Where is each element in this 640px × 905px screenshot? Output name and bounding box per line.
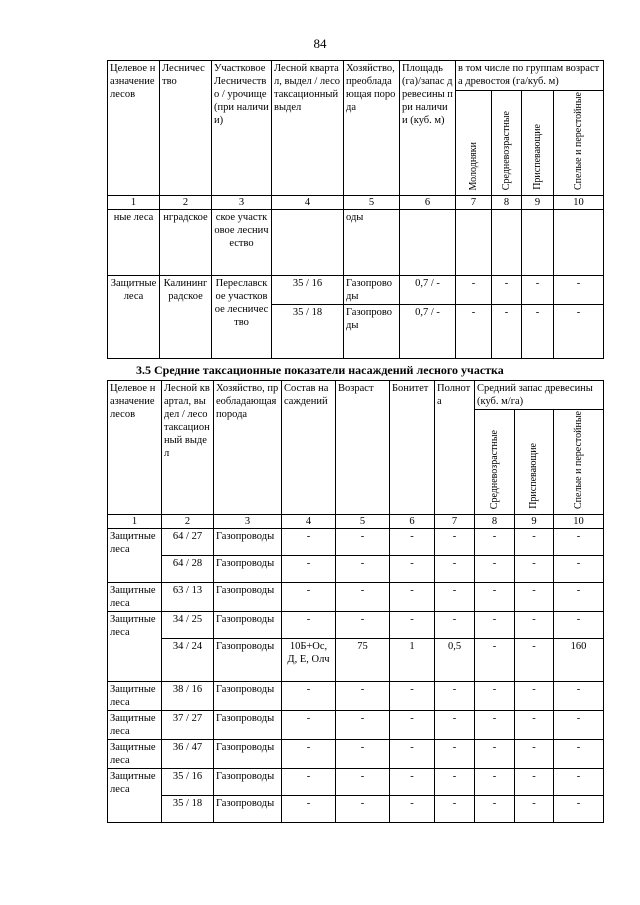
- cell-bonitet: -: [390, 555, 435, 582]
- section-heading: 3.5 Средние таксационные показатели насаждений лесного участка: [136, 363, 504, 377]
- cell-density: -: [435, 582, 475, 611]
- forest-age-groups-table: [107, 60, 604, 359]
- cell-density: -: [435, 768, 475, 795]
- cell-composition: -: [282, 710, 336, 739]
- header-purpose: Целевое назначение лесов: [108, 61, 160, 196]
- cell-bonitet: -: [390, 795, 435, 822]
- cell-purpose: Защитные леса: [108, 528, 162, 582]
- header-stock: Средний запас древесины (куб. м/га): [475, 381, 604, 410]
- column-number: 2: [162, 514, 214, 528]
- cell-age: -: [336, 528, 390, 555]
- cell-composition: -: [282, 582, 336, 611]
- header-district-forestry: Участковое Лесничество / урочище (при наличии): [212, 61, 272, 196]
- cell-mature: -: [554, 528, 604, 555]
- table-row: [108, 739, 604, 768]
- column-number: 5: [344, 195, 400, 209]
- header-bonitet: Бонитет: [390, 381, 435, 515]
- cell-mature: -: [554, 275, 604, 304]
- header-density: Полнота: [435, 381, 475, 515]
- cell-purpose: Защитные леса: [108, 768, 162, 822]
- cell-premature: -: [515, 795, 554, 822]
- table-row: [108, 528, 604, 555]
- cell-premature: -: [515, 611, 554, 638]
- cell-premature: -: [515, 739, 554, 768]
- header-middle-aged: Средневозрастные: [492, 91, 522, 196]
- cell-purpose: ные леса: [108, 209, 160, 275]
- cell-middle-aged: -: [475, 528, 515, 555]
- cell-premature: -: [515, 710, 554, 739]
- column-number: 10: [554, 514, 604, 528]
- cell-density: -: [435, 611, 475, 638]
- cell-middle-aged: -: [475, 681, 515, 710]
- cell-middle-aged: -: [475, 582, 515, 611]
- cell-bonitet: 1: [390, 638, 435, 681]
- cell-age: -: [336, 681, 390, 710]
- cell-quarter: 35 / 16: [272, 275, 344, 304]
- cell-premature: -: [522, 304, 554, 358]
- cell-species: Газопроводы: [214, 611, 282, 638]
- cell-purpose: Защитные леса: [108, 739, 162, 768]
- cell-bonitet: -: [390, 710, 435, 739]
- cell-bonitet: -: [390, 582, 435, 611]
- cell-forestry: Калининградское: [160, 275, 212, 358]
- column-number: 4: [282, 514, 336, 528]
- cell-age: -: [336, 768, 390, 795]
- cell-quarter: 63 / 13: [162, 582, 214, 611]
- column-number: 6: [400, 195, 456, 209]
- cell-age: -: [336, 611, 390, 638]
- cell-forestry: нградское: [160, 209, 212, 275]
- column-number: 9: [522, 195, 554, 209]
- cell-middle-aged: -: [475, 611, 515, 638]
- header-species: Хозяйство, преобладающая порода: [344, 61, 400, 196]
- cell-young: -: [456, 304, 492, 358]
- cell-species: оды: [344, 209, 400, 275]
- cell-age: -: [336, 555, 390, 582]
- table-row: [108, 681, 604, 710]
- cell-premature: -: [515, 582, 554, 611]
- cell-area: 0,7 / -: [400, 275, 456, 304]
- table-row: [108, 710, 604, 739]
- column-number: 3: [214, 514, 282, 528]
- cell-composition: -: [282, 739, 336, 768]
- cell-age: 75: [336, 638, 390, 681]
- cell-composition: -: [282, 768, 336, 795]
- cell-quarter: [272, 209, 344, 275]
- column-number: 3: [212, 195, 272, 209]
- cell-density: -: [435, 710, 475, 739]
- page-number: 84: [313, 36, 327, 51]
- cell-quarter: 35 / 16: [162, 768, 214, 795]
- table-row: [108, 209, 604, 275]
- cell-premature: -: [515, 528, 554, 555]
- header-quarter: Лесной квартал, выдел / лесотаксационный выдел: [162, 381, 214, 515]
- header-forestry: Лесничество: [160, 61, 212, 196]
- stand-indicators-table: [107, 380, 604, 823]
- cell-area: 0,7 / -: [400, 304, 456, 358]
- header-species: Хозяйство, преобладающая порода: [214, 381, 282, 515]
- cell-species: Газопроводы: [214, 528, 282, 555]
- cell-composition: 10Б+Ос, Д, Е, Олч: [282, 638, 336, 681]
- cell-composition: -: [282, 555, 336, 582]
- cell-bonitet: -: [390, 611, 435, 638]
- cell-quarter: 34 / 25: [162, 611, 214, 638]
- header-premature: Приспевающие: [522, 91, 554, 196]
- cell-composition: -: [282, 795, 336, 822]
- cell-purpose: Защитные леса: [108, 582, 162, 611]
- cell-species: Газопроводы: [214, 582, 282, 611]
- cell-bonitet: -: [390, 739, 435, 768]
- column-numbers-row: [108, 195, 604, 209]
- cell-density: -: [435, 681, 475, 710]
- cell-premature: -: [522, 275, 554, 304]
- cell-mature: 160: [554, 638, 604, 681]
- cell-bonitet: -: [390, 528, 435, 555]
- cell-quarter: 35 / 18: [272, 304, 344, 358]
- cell-species: Газопроводы: [214, 768, 282, 795]
- cell-composition: -: [282, 528, 336, 555]
- cell-species: Газопроводы: [214, 681, 282, 710]
- cell-quarter: 35 / 18: [162, 795, 214, 822]
- column-number: 7: [456, 195, 492, 209]
- cell-mature: -: [554, 768, 604, 795]
- cell-mature: -: [554, 710, 604, 739]
- cell-density: -: [435, 528, 475, 555]
- table-row: [108, 768, 604, 795]
- header-age: Возраст: [336, 381, 390, 515]
- cell-composition: -: [282, 681, 336, 710]
- column-number: 6: [390, 514, 435, 528]
- cell-composition: -: [282, 611, 336, 638]
- cell-species: Газопроводы: [214, 638, 282, 681]
- header-mature: Спелые и перестойные: [554, 410, 604, 515]
- cell-species: Газопроводы: [344, 275, 400, 304]
- column-numbers-row: [108, 514, 604, 528]
- cell-mature: -: [554, 304, 604, 358]
- cell-bonitet: -: [390, 768, 435, 795]
- cell-age: -: [336, 582, 390, 611]
- column-number: 1: [108, 514, 162, 528]
- cell-premature: -: [515, 681, 554, 710]
- table-row: [108, 582, 604, 611]
- cell-young: -: [456, 275, 492, 304]
- cell-middle-aged: -: [475, 710, 515, 739]
- cell-young: [456, 209, 492, 275]
- column-number: 10: [554, 195, 604, 209]
- column-number: 1: [108, 195, 160, 209]
- table-row: [108, 638, 604, 681]
- cell-middle-aged: [492, 209, 522, 275]
- cell-age: -: [336, 795, 390, 822]
- cell-district-forestry: Переславское участковое лесничество: [212, 275, 272, 358]
- header-mature: Спелые и перестойные: [554, 91, 604, 196]
- cell-mature: -: [554, 611, 604, 638]
- cell-density: -: [435, 739, 475, 768]
- column-number: 8: [492, 195, 522, 209]
- cell-middle-aged: -: [475, 768, 515, 795]
- cell-species: Газопроводы: [214, 795, 282, 822]
- header-age-groups: в том числе по группам возраста древостоя (га/куб. м): [456, 61, 604, 91]
- cell-premature: [522, 209, 554, 275]
- header-premature: Приспевающие: [515, 410, 554, 515]
- cell-mature: -: [554, 739, 604, 768]
- cell-quarter: 64 / 28: [162, 555, 214, 582]
- header-purpose: Целевое назначение лесов: [108, 381, 162, 515]
- table-row: [108, 795, 604, 822]
- cell-density: 0,5: [435, 638, 475, 681]
- column-number: 8: [475, 514, 515, 528]
- header-composition: Состав насаждений: [282, 381, 336, 515]
- cell-quarter: 34 / 24: [162, 638, 214, 681]
- cell-species: Газопроводы: [214, 555, 282, 582]
- cell-middle-aged: -: [475, 795, 515, 822]
- cell-species: Газопроводы: [214, 739, 282, 768]
- table-row: [108, 611, 604, 638]
- header-young: Молодняки: [456, 91, 492, 196]
- stand-indicators-body: [108, 528, 604, 822]
- cell-mature: -: [554, 795, 604, 822]
- cell-middle-aged: -: [492, 275, 522, 304]
- cell-mature: -: [554, 555, 604, 582]
- cell-density: -: [435, 795, 475, 822]
- cell-middle-aged: -: [475, 555, 515, 582]
- cell-mature: -: [554, 681, 604, 710]
- cell-density: -: [435, 555, 475, 582]
- cell-area: [400, 209, 456, 275]
- cell-species: Газопроводы: [344, 304, 400, 358]
- cell-quarter: 37 / 27: [162, 710, 214, 739]
- cell-district-forestry: ское участковое лесничество: [212, 209, 272, 275]
- cell-purpose: Защитные леса: [108, 681, 162, 710]
- column-number: 7: [435, 514, 475, 528]
- cell-quarter: 64 / 27: [162, 528, 214, 555]
- cell-age: -: [336, 710, 390, 739]
- cell-purpose: Защитные леса: [108, 611, 162, 681]
- cell-purpose: Защитные леса: [108, 710, 162, 739]
- cell-middle-aged: -: [492, 304, 522, 358]
- cell-purpose: Защитные леса: [108, 275, 160, 358]
- column-number: 4: [272, 195, 344, 209]
- cell-quarter: 36 / 47: [162, 739, 214, 768]
- column-number: 5: [336, 514, 390, 528]
- cell-premature: -: [515, 555, 554, 582]
- cell-age: -: [336, 739, 390, 768]
- table-row: [108, 555, 604, 582]
- table-row: [108, 275, 604, 304]
- cell-middle-aged: -: [475, 739, 515, 768]
- cell-mature: [554, 209, 604, 275]
- cell-species: Газопроводы: [214, 710, 282, 739]
- header-area: Площадь (га)/запас древесины при наличии (куб. м): [400, 61, 456, 196]
- cell-middle-aged: -: [475, 638, 515, 681]
- header-quarter: Лесной квартал, выдел / лесотаксационный выдел: [272, 61, 344, 196]
- column-number: 9: [515, 514, 554, 528]
- cell-mature: -: [554, 582, 604, 611]
- column-number: 2: [160, 195, 212, 209]
- cell-quarter: 38 / 16: [162, 681, 214, 710]
- cell-bonitet: -: [390, 681, 435, 710]
- cell-premature: -: [515, 638, 554, 681]
- header-middle-aged: Средневозрастные: [475, 410, 515, 515]
- cell-premature: -: [515, 768, 554, 795]
